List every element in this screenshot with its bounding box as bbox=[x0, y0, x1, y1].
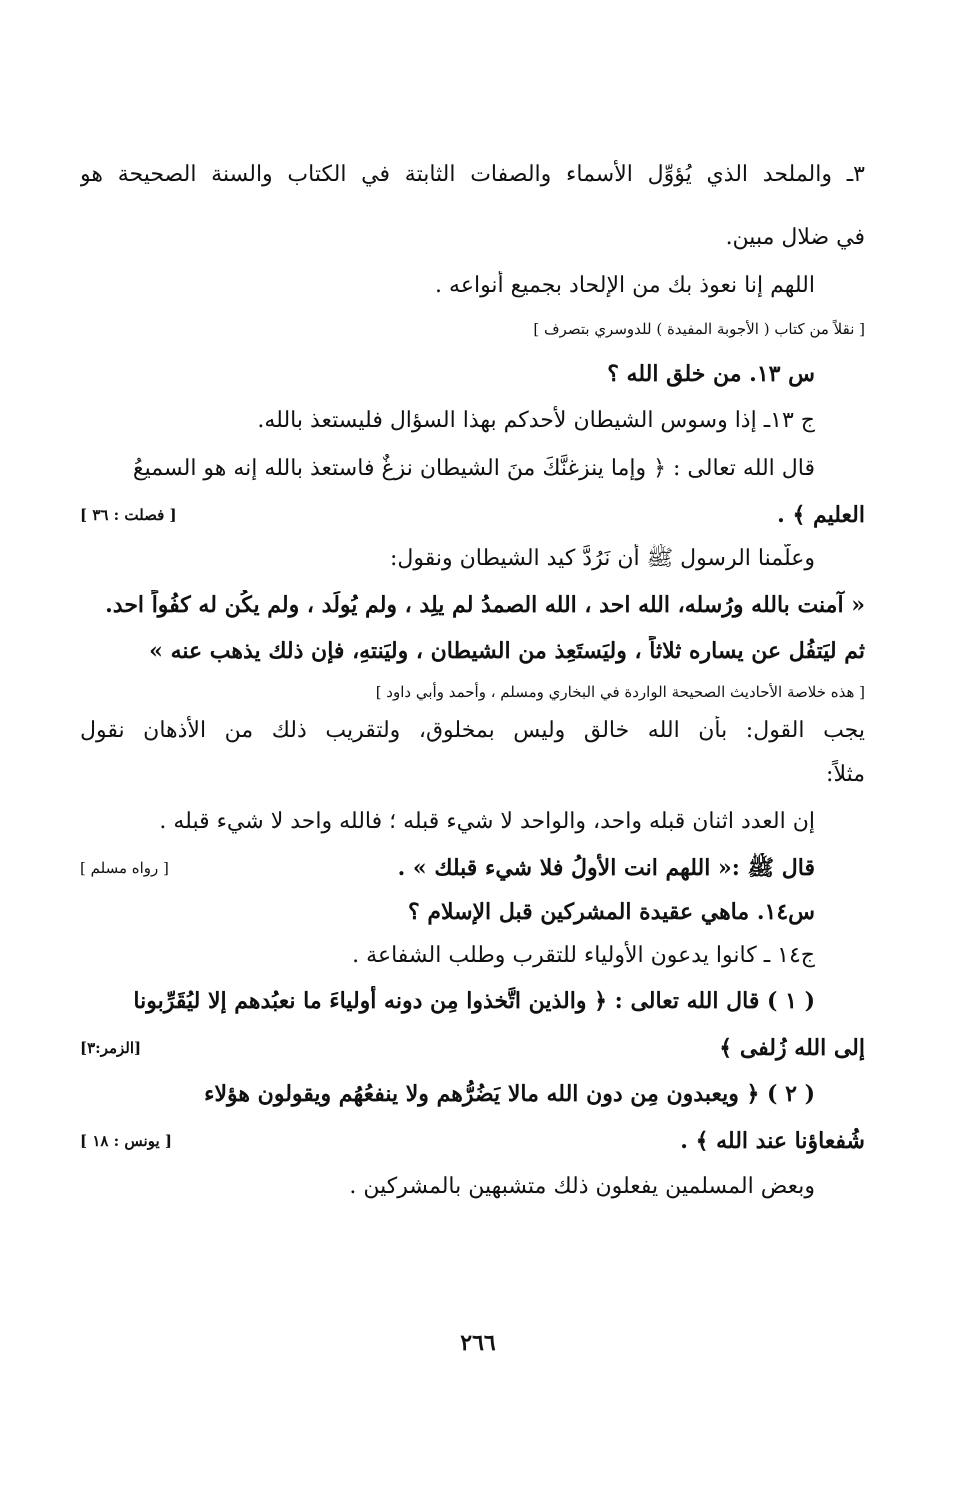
verse-reference: [ يونس : ١٨ ] bbox=[80, 1132, 172, 1150]
text-line: مثلاً: bbox=[826, 762, 865, 787]
hadith-quote bbox=[80, 853, 865, 884]
text-line: ٣ـ والملحد الذي يُؤوِّل الأسماء والصفات الثابتة في الكتاب والسنة الصحيحة هو bbox=[80, 162, 865, 187]
quran-verse-line: ( ٢ ) ﴿ ويعبدون مِن دون الله مالا يَضُرُّهم ولا ينفعُهُم ويقولون هؤلاء bbox=[204, 1081, 815, 1107]
answer-line: ج١٤ ـ كانوا يدعون الأولياء للتقرب وطلب الشفاعة . bbox=[352, 943, 815, 968]
hadith-text: قال ﷺ :« اللهم انت الأولُ فلا شيء قبلك » . bbox=[397, 855, 815, 881]
question-heading: س ١٣. من خلق الله ؟ bbox=[607, 361, 815, 387]
hadith-line: « آمنت بالله ورُسله، الله احد ، الله الصمدُ لم يلِد ، ولم يُولَد ، ولم يكُن له كفُواً احد. bbox=[105, 592, 865, 618]
text-line: اللهم إنا نعوذ بك من الإلحاد بجميع أنواعه . bbox=[435, 273, 815, 298]
quran-verse-end bbox=[80, 1033, 865, 1063]
verse-end-text: إلى الله زُلفى ﴾ bbox=[719, 1035, 865, 1061]
answer-line: ج ١٣ـ إذا وسوس الشيطان لأحدكم بهذا السؤال فليستعذ بالله. bbox=[257, 408, 815, 433]
hadith-line: ثم ليَتفُل عن يساره ثلاثاً ، وليَستَعِذ من الشيطان ، وليَنتهِ، فإن ذلك يذهب عنه » bbox=[149, 638, 865, 664]
text-line: يجب القول: بأن الله خالق وليس بمخلوق، ولتقريب ذلك من الأذهان نقول bbox=[80, 718, 865, 743]
citation: [ نقلاً من كتاب ( الأجوبة المفيدة ) للدوسري بتصرف ] bbox=[533, 320, 865, 338]
quran-verse-line: ( ١ ) قال الله تعالى : ﴿ والذين اتَّخذوا مِن دونه أولياءَ ما نعبُدهم إلا ليُقَرِّبونا bbox=[133, 988, 815, 1014]
quran-verse-end bbox=[80, 1126, 865, 1156]
page-number: ٢٦٦ bbox=[460, 1330, 496, 1356]
text-line: وبعض المسلمين يفعلون ذلك متشبهين بالمشركين . bbox=[349, 1174, 815, 1199]
document-body bbox=[80, 150, 865, 1202]
hadith-reference: [ رواه مسلم ] bbox=[80, 859, 169, 877]
verse-end-text: شُفعاؤنا عند الله ﴾ . bbox=[680, 1128, 865, 1154]
quran-verse-line: قال الله تعالى : ﴿ وإما ينزغنَّكَ منَ الشيطان نزغٌ فاستعذ بالله إنه هو السميعُ bbox=[132, 456, 815, 481]
text-line: في ضلال مبين. bbox=[725, 225, 865, 250]
verse-reference: [ فصلت : ٣٦ ] bbox=[80, 506, 177, 524]
verse-reference: [الزمر:٣] bbox=[80, 1039, 142, 1057]
verse-end-text: العليم ﴾ . bbox=[777, 502, 865, 528]
text-line: وعلَّمنا الرسول ﷺ أن نَرُدَّ كيد الشيطان ونقول: bbox=[390, 546, 815, 571]
citation: [ هذه خلاصة الأحاديث الصحيحة الواردة في البخاري ومسلم ، وأحمد وأبي داود ] bbox=[375, 683, 865, 701]
quran-verse-end bbox=[80, 500, 865, 530]
text-line: إن العدد اثنان قبله واحد، والواحد لا شيء قبله ؛ فالله واحد لا شيء قبله . bbox=[159, 809, 815, 834]
question-heading: س١٤. ماهي عقيدة المشركين قبل الإسلام ؟ bbox=[407, 899, 815, 925]
